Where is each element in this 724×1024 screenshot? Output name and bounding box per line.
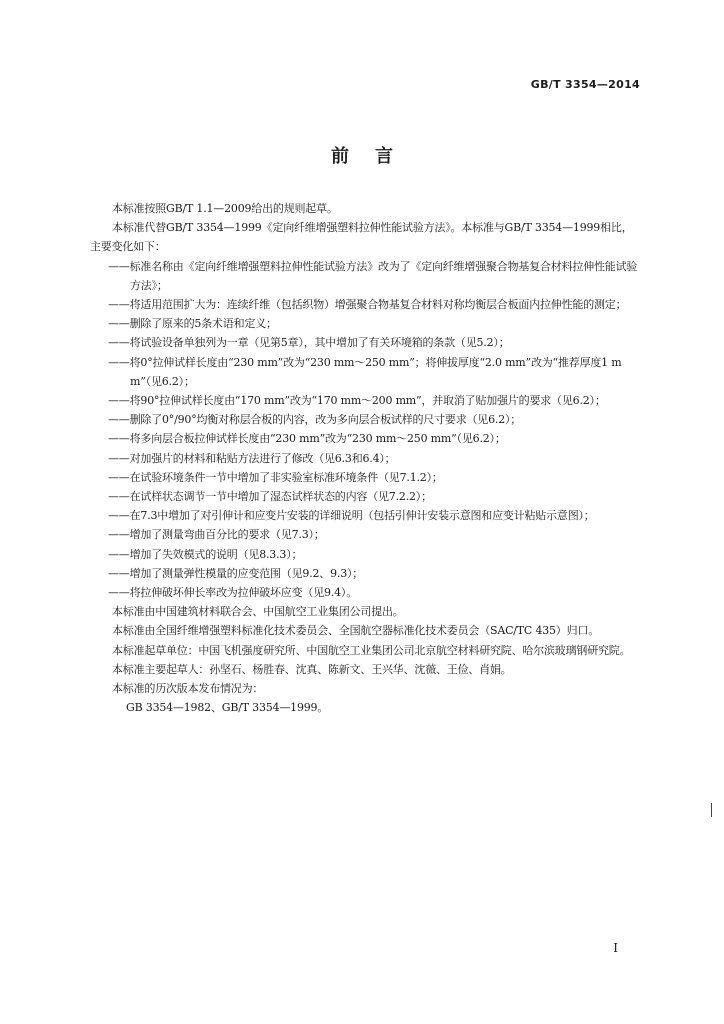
replacement-paragraph: 本标准代替GB/T 3354—1999《定向纤维增强塑料拉伸性能试验方法》。本标准与GB/T 3354—1999相比，主要变化如下： <box>90 221 633 254</box>
change-item: ——将90°拉伸试样长度由“170 mm”改为“170 mm～200 mm”，并取消了贴加强片的要求（见6.2）； <box>108 394 606 408</box>
drafters-paragraph: 本标准主要起草人：孙坚石、杨胜春、沈真、陈新文、王兴华、沈薇、王俭、肖娟。 <box>112 662 512 676</box>
change-item: ——对加强片的材料和粘贴方法进行了修改（见6.3和6.4）； <box>108 451 396 465</box>
standard-code: GB/T 3354—2014 <box>530 78 640 91</box>
change-item: ——增加了测量弯曲百分比的要求（见7.3）； <box>108 528 325 542</box>
change-item: ——将多向层合板拉伸试样长度由“230 mm”改为“230 mm～250 mm”（见6.2）； <box>108 432 506 446</box>
change-item: ——增加了失效模式的说明（见8.3.3）； <box>108 547 303 561</box>
page-title: 前言 <box>331 146 419 167</box>
change-item: ——在试样状态调节一节中增加了湿态试样状态的内容（见7.2.2）； <box>108 490 432 504</box>
change-item: ——将适用范围扩大为：连续纤维（包括织物）增强聚合物基复合材料对称均衡层合板面内拉伸性能的测定； <box>108 298 627 312</box>
change-item: ——将拉伸破坏伸长率改为拉伸破坏应变（见9.4）。 <box>108 586 357 600</box>
history-editions: GB 3354—1982、GB/T 3354—1999。 <box>126 701 329 715</box>
technical-committee-paragraph: 本标准由全国纤维增强塑料标准化技术委员会、全国航空器标准化技术委员会（SAC/TC 435）归口。 <box>112 624 600 638</box>
history-intro-paragraph: 本标准的历次版本发布情况为： <box>112 682 264 696</box>
change-item: ——在试验环境条件一节中增加了非实验室标准环境条件（见7.1.2）； <box>108 470 443 484</box>
page-number: I <box>613 941 618 955</box>
change-item: ——将试验设备单独列为一章（见第5章），其中增加了有关环境箱的条款（见5.2）； <box>108 336 510 350</box>
change-item: ——将0°拉伸试样长度由“230 mm”改为“230 mm～250 mm”；将伸拔厚度“2.0 mm”改为“推荐厚度1 mm”（见6.2）； <box>108 355 622 388</box>
change-item: ——在7.3中增加了对引伸计和应变片安装的详细说明（包括引伸计安装示意图和应变计粘贴示意图）； <box>108 509 595 523</box>
proposer-paragraph: 本标准由中国建筑材料联合会、中国航空工业集团公司提出。 <box>112 605 404 619</box>
change-item: ——删除了0°/90°均衡对称层合板的内容，改为多向层合板试样的尺寸要求（见6.2）； <box>108 413 522 427</box>
change-item: ——标准名称由《定向纤维增强塑料拉伸性能试验方法》改为了《定向纤维增强聚合物基复合材料拉伸性能试验方法》； <box>108 259 638 292</box>
drafting-rules-paragraph: 本标准按照GB/T 1.1—2009给出的规则起草。 <box>112 202 338 215</box>
foreword-body <box>90 199 640 717</box>
changes-list <box>90 257 640 603</box>
drafting-units-paragraph: 本标准起草单位：中国飞机强度研究所、中国航空工业集团公司北京航空材料研究院、哈尔滨玻璃钢研究院。 <box>112 643 631 657</box>
margin-mark <box>711 803 712 817</box>
change-item: ——删除了原来的5条术语和定义； <box>108 317 277 331</box>
change-item: ——增加了测量弹性模量的应变范围（见9.2、9.3）； <box>108 566 364 580</box>
